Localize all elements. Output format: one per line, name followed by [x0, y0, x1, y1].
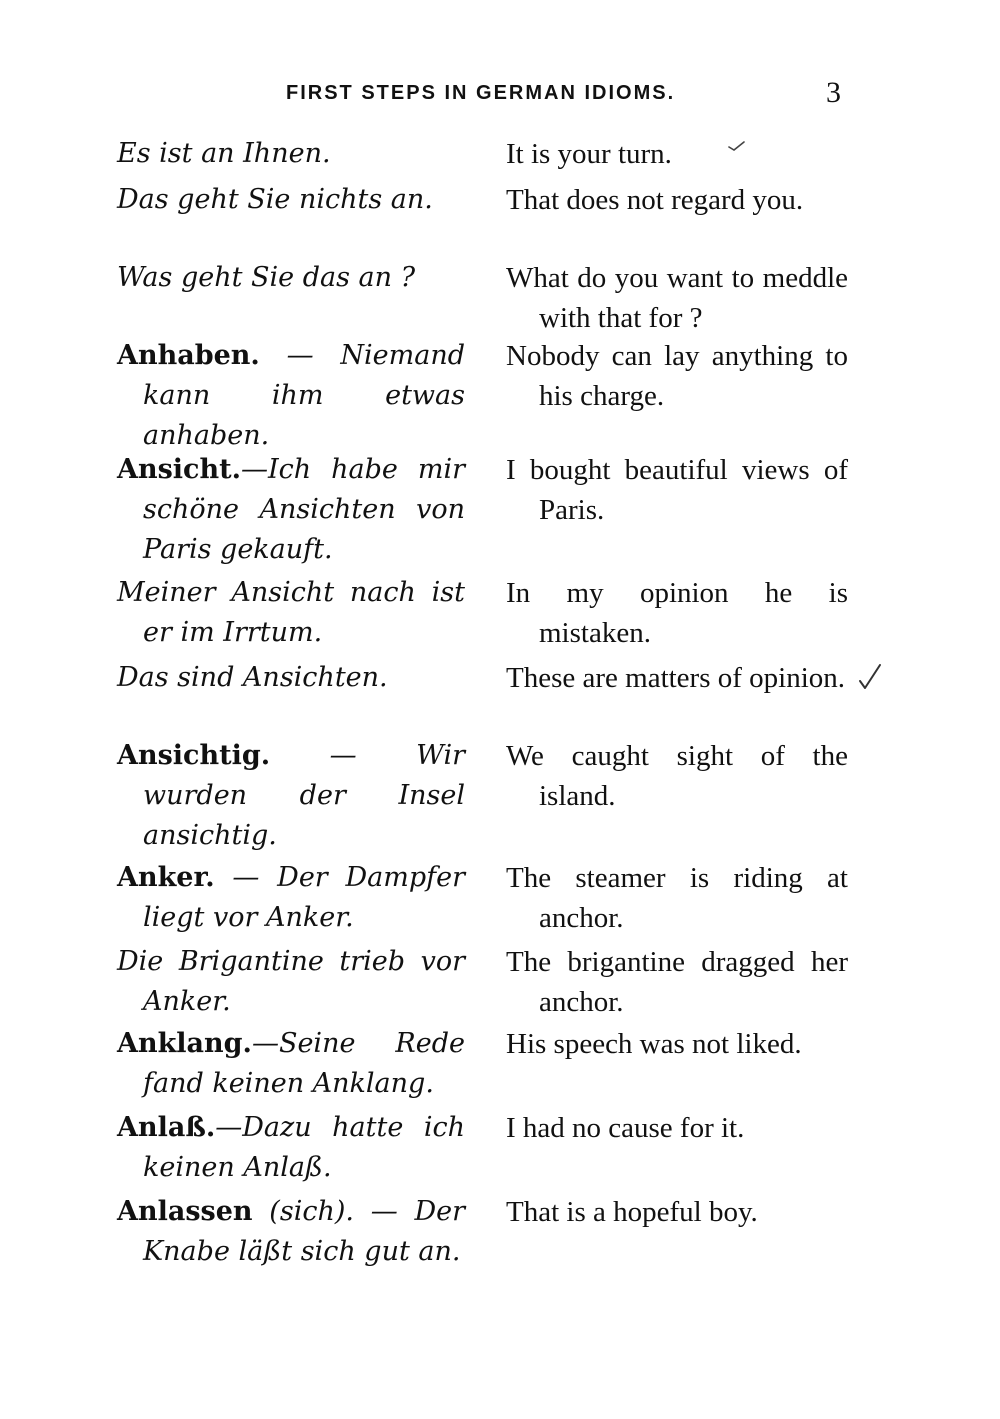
english-text: It is your turn. — [506, 138, 672, 170]
pencil-check-mark — [858, 662, 882, 692]
english-text: The brigantine dragged her anchor. — [506, 946, 848, 1018]
german-phrase — [117, 658, 465, 698]
headword: Anhaben. — [117, 340, 260, 371]
german-text: — Niemand kann ihm etwas anhaben. — [143, 340, 465, 451]
german-text: —Dazu hatte ich keinen Anlaß. — [143, 1112, 465, 1183]
headword: Anker. — [117, 862, 215, 893]
german-text: — Wir wurden der Insel ansichtig. — [143, 740, 465, 851]
german-phrase — [117, 258, 465, 298]
german-phrase — [117, 1108, 465, 1188]
english-translation — [506, 736, 848, 816]
headword: Ansichtig. — [117, 740, 271, 771]
english-text: That is a hopeful boy. — [506, 1196, 758, 1228]
english-text: I bought beautiful views of Paris. — [506, 454, 848, 526]
german-text: Was geht Sie das an ? — [117, 262, 416, 293]
english-text: We caught sight of the island. — [506, 740, 848, 812]
german-phrase — [117, 736, 465, 856]
english-translation — [506, 258, 848, 338]
german-text: Das sind Ansichten. — [117, 662, 388, 693]
english-text: These are matters of opinion. — [506, 662, 846, 694]
headword: Ansicht. — [117, 454, 241, 485]
english-translation — [506, 336, 848, 416]
english-text: His speech was not liked. — [506, 1028, 802, 1060]
english-text: The steamer is riding at anchor. — [506, 862, 848, 934]
english-translation — [506, 573, 848, 653]
german-phrase — [117, 858, 465, 938]
german-phrase — [117, 134, 465, 174]
german-phrase — [117, 450, 465, 570]
german-text: (sich). — Der Knabe läßt sich gut an. — [143, 1196, 465, 1267]
german-phrase — [117, 573, 465, 653]
german-text: Meiner Ansicht nach ist er im Irrtum. — [117, 577, 465, 648]
english-translation — [506, 134, 848, 174]
german-phrase — [117, 1024, 465, 1104]
english-text: That does not regard you. — [506, 184, 804, 216]
running-head — [0, 76, 1000, 110]
english-translation — [506, 450, 848, 530]
headword: Anlassen — [117, 1196, 253, 1227]
german-phrase — [117, 336, 465, 456]
page-number: 3 — [826, 76, 841, 109]
english-translation — [506, 1192, 848, 1232]
english-translation — [506, 858, 848, 938]
english-translation — [506, 180, 848, 220]
german-text: Die Brigantine trieb vor Anker. — [117, 946, 465, 1017]
english-translation — [506, 1024, 848, 1064]
pencil-tick-mark — [728, 140, 746, 154]
english-translation — [506, 1108, 848, 1148]
german-text: —Ich habe mir schöne Ansichten von Paris gekauft. — [143, 454, 465, 565]
german-phrase — [117, 1192, 465, 1272]
german-text: Das geht Sie nichts an. — [117, 184, 433, 215]
english-text: I had no cause for it. — [506, 1112, 745, 1144]
german-phrase — [117, 180, 465, 220]
running-head-title: FIRST STEPS IN GERMAN IDIOMS. — [286, 82, 676, 104]
german-phrase — [117, 942, 465, 1022]
headword: Anlaß. — [117, 1112, 216, 1143]
english-text: Nobody can lay anything to his charge. — [506, 340, 848, 412]
german-text: Es ist an Ihnen. — [117, 138, 331, 169]
german-text: —Seine Rede fand keinen Anklang. — [143, 1028, 465, 1099]
english-text: What do you want to meddle with that for ? — [506, 262, 848, 334]
english-translation — [506, 658, 848, 698]
english-text: In my opinion he is mistaken. — [506, 577, 848, 649]
english-translation — [506, 942, 848, 1022]
german-text: — Der Dampfer liegt vor Anker. — [143, 862, 465, 933]
headword: Anklang. — [117, 1028, 252, 1059]
